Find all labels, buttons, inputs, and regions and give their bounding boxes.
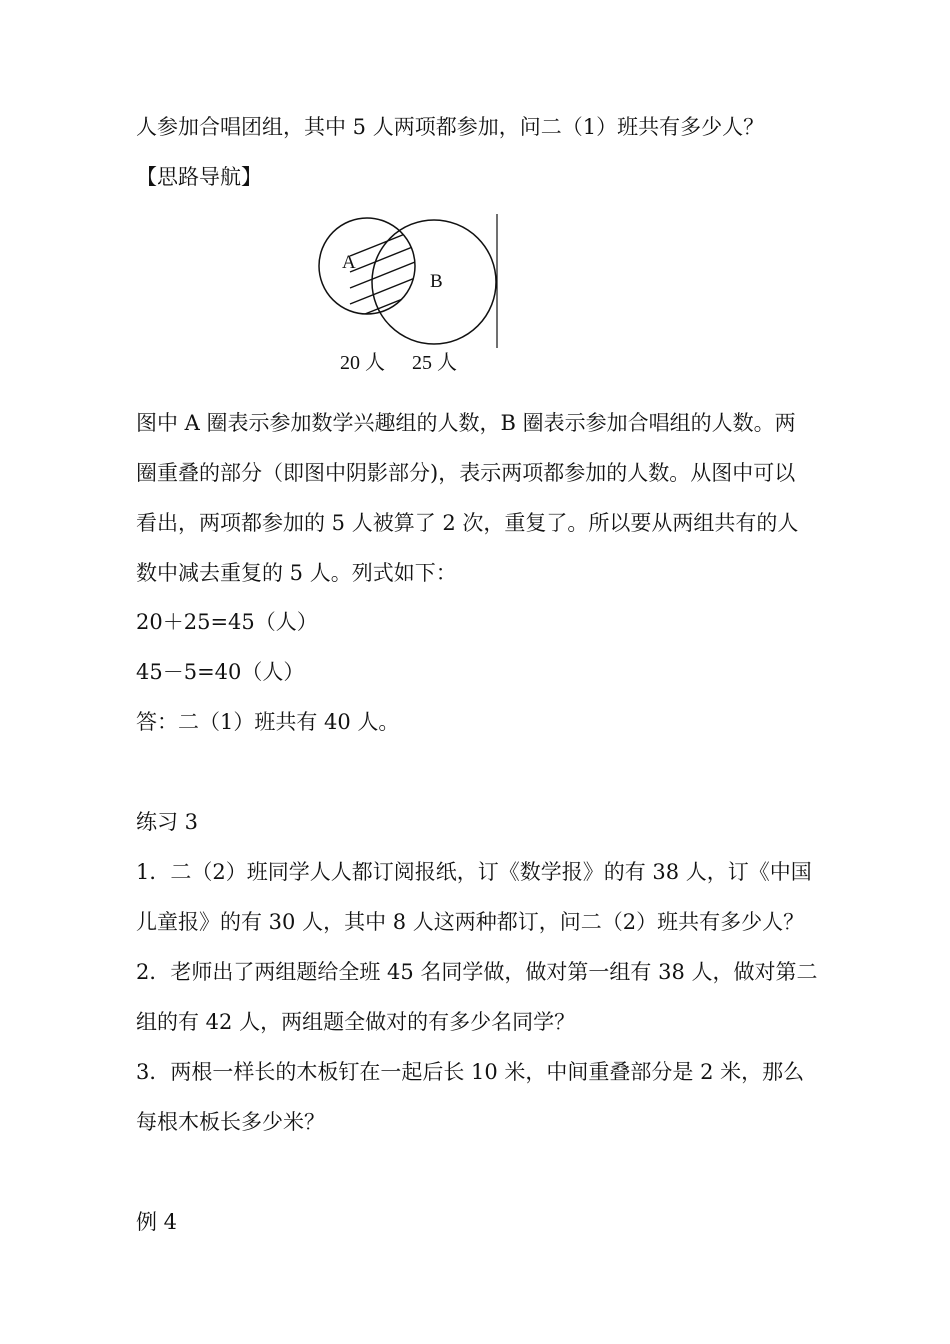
exercise-3-line-2: 每根木板长多少米？ [136,1110,325,1134]
caption-a: 20 人 [340,352,385,374]
answer-line: 答：二（1）班共有 40 人。 [136,710,400,734]
exercise-1-line-2: 儿童报》的有 30 人，其中 8 人这两种都订，问二（2）班共有多少人？ [136,910,805,934]
exercise-heading: 练习 3 [136,810,199,834]
equation-2: 45－5=40（人） [136,660,305,684]
exercise-1-line-1: 1．二（2）班同学人人都订阅报纸，订《数学报》的有 38 人，订《中国 [136,860,812,884]
text-line-6: 数中减去重复的 5 人。列式如下： [136,561,457,585]
section-heading-thinking: 【思路导航】 [136,165,262,189]
exercise-3-line-1: 3．两根一样长的木板钉在一起后长 10 米，中间重叠部分是 2 米，那么 [136,1060,805,1084]
example-heading: 例 4 [136,1210,178,1234]
caption-b: 25 人 [412,352,457,374]
text-line-4: 圈重叠的部分（即图中阴影部分)，表示两项都参加的人数。从图中可以 [136,461,796,485]
label-b: B [430,271,443,292]
text-line-3: 图中 A 圈表示参加数学兴趣组的人数，B 圈表示参加合唱组的人数。两 [136,411,796,435]
circle-a [319,218,415,314]
equation-1: 20＋25=45（人） [136,610,318,634]
venn-diagram [310,208,510,378]
exercise-2-line-1: 2．老师出了两组题给全班 45 名同学做，做对第一组有 38 人，做对第二 [136,960,818,984]
exercise-2-line-2: 组的有 42 人，两组题全做对的有多少名同学？ [136,1010,576,1034]
label-a: A [342,252,356,273]
text-line-1: 人参加合唱团组，其中 5 人两项都参加，问二（1）班共有多少人？ [136,115,765,139]
text-line-5: 看出，两项都参加的 5 人被算了 2 次，重复了。所以要从两组共有的人 [136,511,799,535]
